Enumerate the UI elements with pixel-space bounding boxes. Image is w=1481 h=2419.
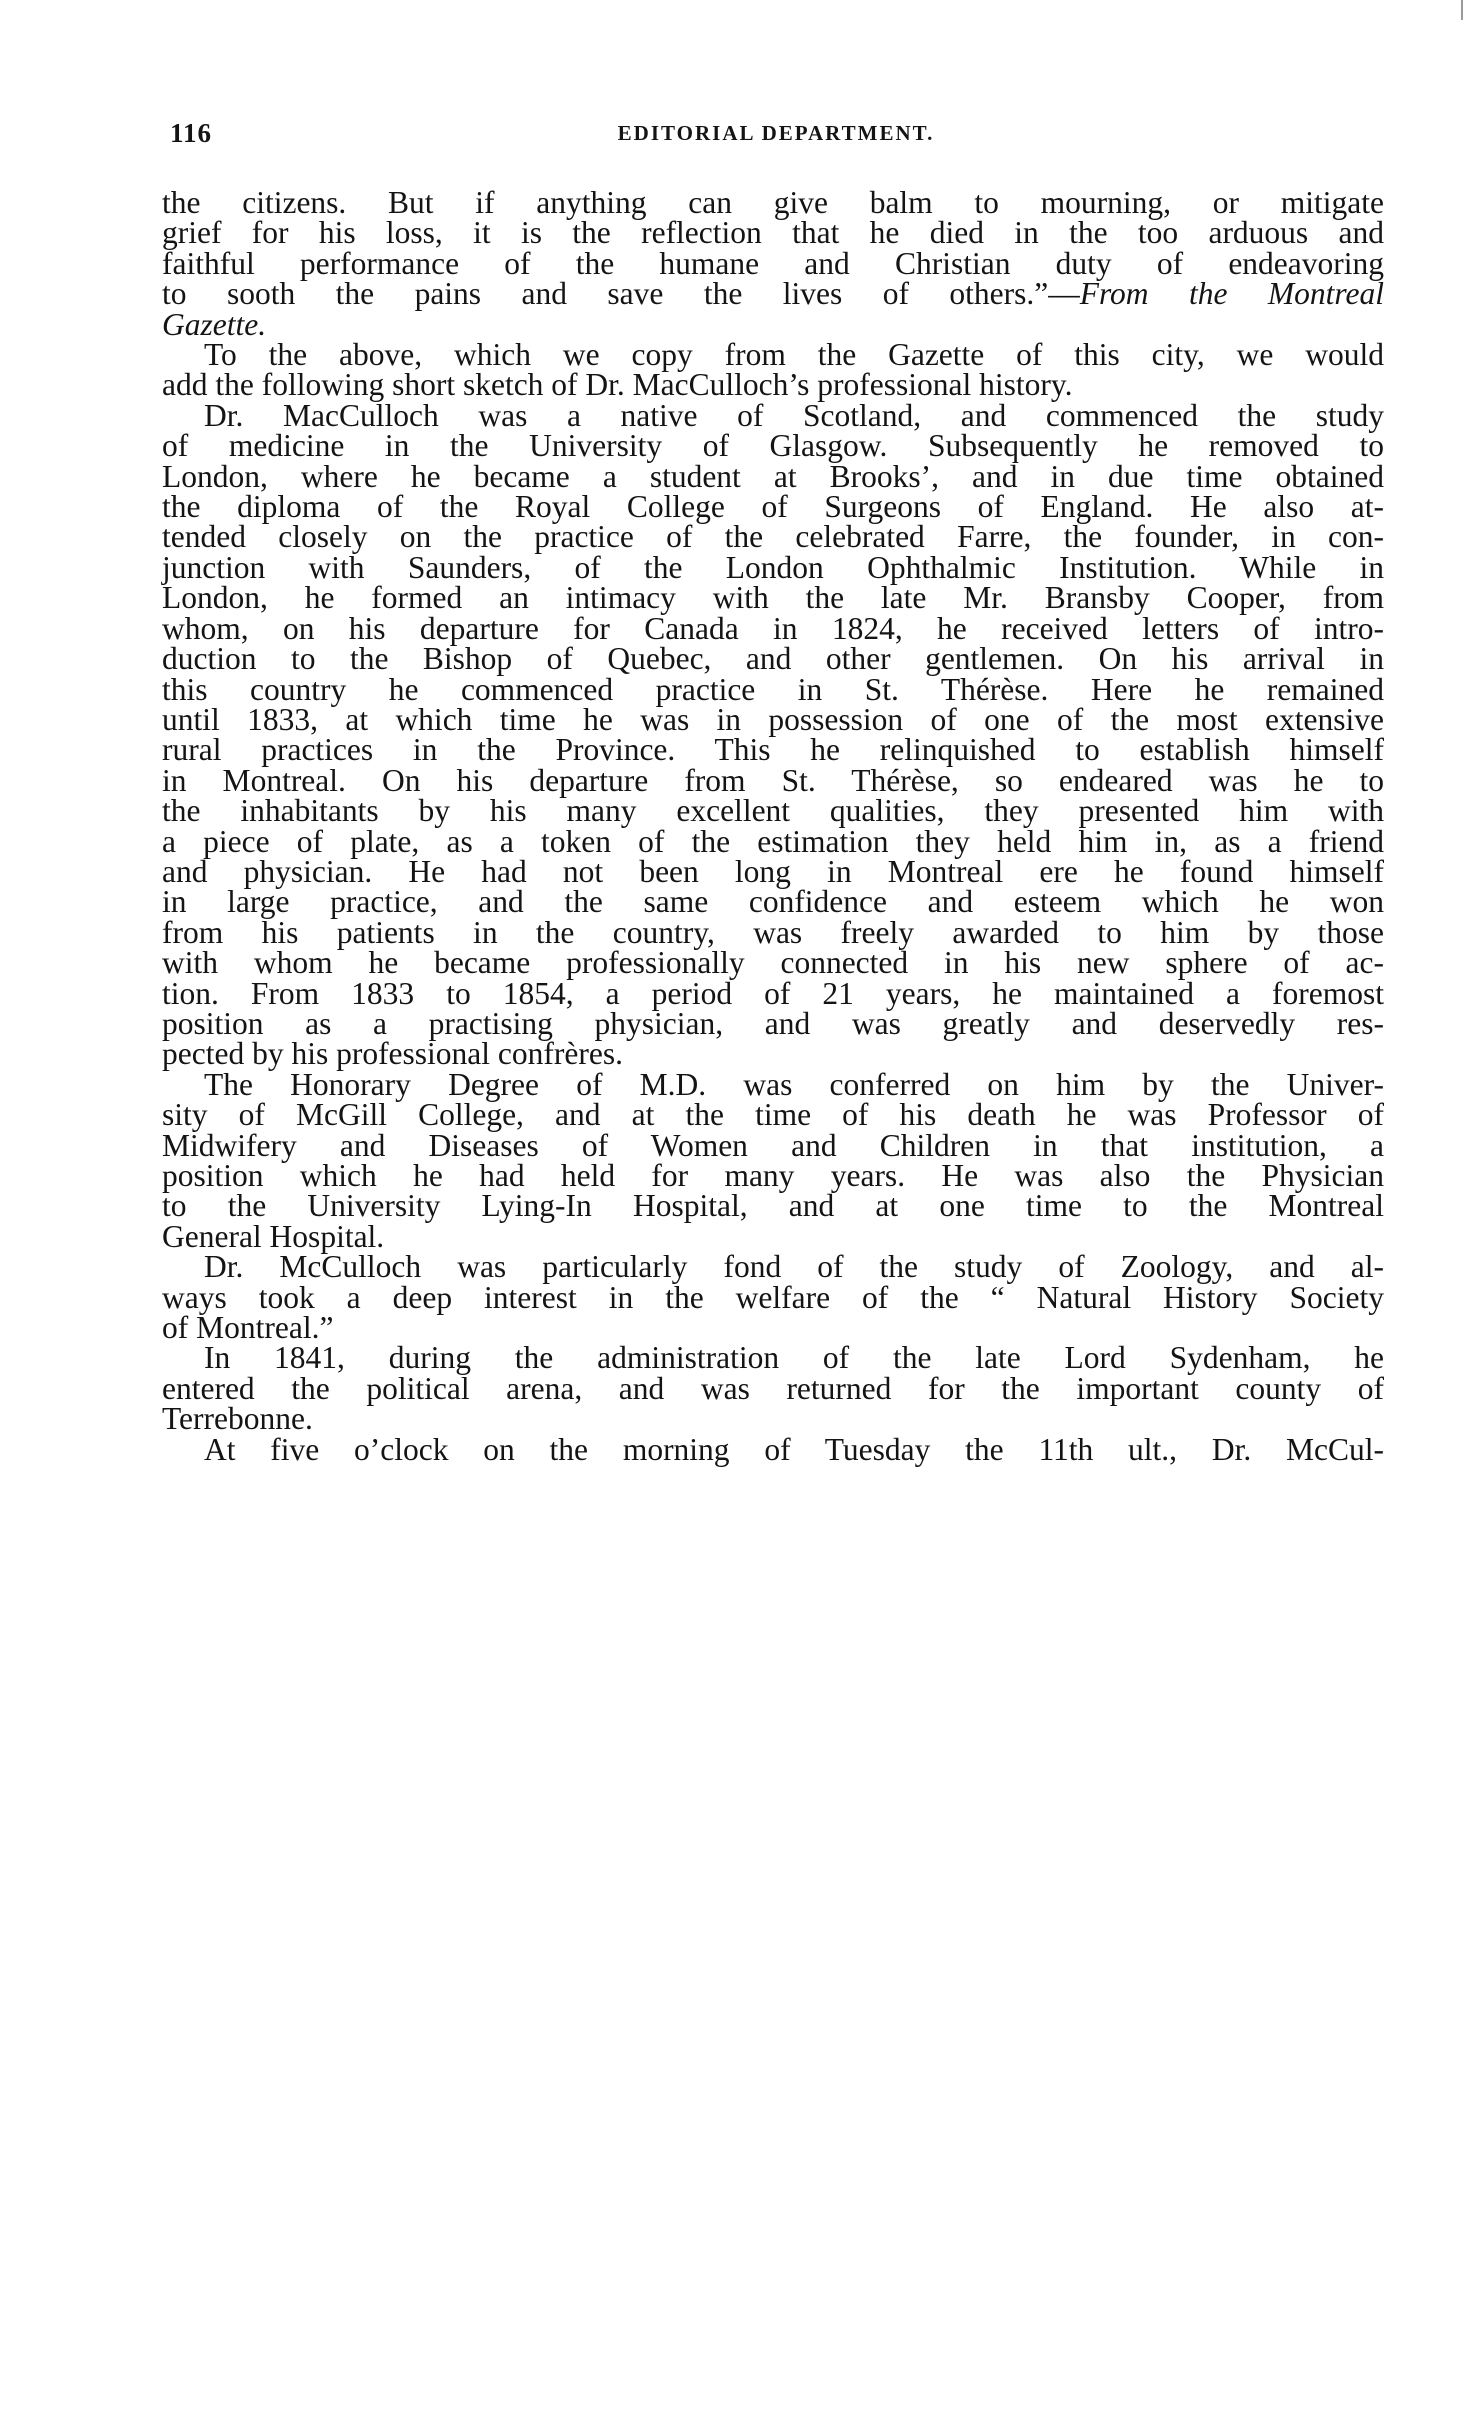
text-line: tended closely on the practice of the celebrated Farre, the founder, in con-: [162, 519, 1384, 555]
text-line: grief for his loss, it is the reflection that he died in the too arduous and: [162, 215, 1384, 251]
source-citation: From the Montreal: [1079, 276, 1384, 312]
text-line: To the above, which we copy from the Gazette of this city, we would: [204, 337, 1384, 373]
text-line: London, where he became a student at Brooks’, and in due time obtained: [162, 458, 1384, 494]
text-line: Terrebonne.: [162, 1401, 313, 1437]
text-line: position which he had held for many years. He was also the Physician: [162, 1158, 1384, 1193]
paragraph-politics: [162, 1340, 1384, 1437]
text-line: London, he formed an intimacy with the late Mr. Bransby Cooper, from: [162, 580, 1384, 616]
text-line: rural practices in the Province. This he relinquished to establish himself: [162, 732, 1384, 768]
text-line: At five o’clock on the morning of Tuesday the 11th ult., Dr. McCul-: [204, 1431, 1384, 1467]
running-title: EDITORIAL DEPARTMENT.: [617, 121, 935, 145]
text-line: of Montreal.”: [162, 1310, 334, 1346]
text-line: entered the political arena, and was returned for the important county of: [162, 1370, 1384, 1406]
text-line: until 1833, at which time he was in possession of one of the most extensive: [162, 701, 1384, 737]
text-line: to the University Lying-In Hospital, and at one time to the Montreal: [162, 1188, 1384, 1224]
text-line: the citizens. But if anything can give balm to mourning, or mitigate: [162, 185, 1384, 220]
page-header: [170, 118, 1382, 158]
text-line: The Honorary Degree of M.D. was conferred on him by the Univer-: [204, 1066, 1384, 1102]
text-segment: to sooth the pains and save the lives of others.”—: [162, 276, 1080, 312]
text-line: this country he commenced practice in St. Thérèse. Here he remained: [162, 671, 1384, 707]
paragraph-death: [162, 1431, 1384, 1467]
text-line: the diploma of the Royal College of Surgeons of England. He also at-: [162, 489, 1384, 525]
text-line: faithful performance of the humane and Christian duty of endeavoring: [162, 245, 1384, 281]
text-line: with whom he became professionally connected in his new sphere of ac-: [162, 945, 1384, 981]
text-line: in large practice, and the same confidence and esteem which he won: [162, 884, 1384, 920]
text-line: [162, 306, 1384, 342]
text-line: In 1841, during the administration of the late Lord Sydenham, he: [204, 1340, 1384, 1376]
text-line: tion. From 1833 to 1854, a period of 21 years, he maintained a foremost: [162, 975, 1384, 1011]
text-line: add the following short sketch of Dr. MacCulloch’s professional history.: [162, 367, 1073, 403]
text-line: General Hospital.: [162, 1218, 385, 1254]
text-line: junction with Saunders, of the London Ophthalmic Institution. While in: [162, 549, 1384, 585]
paragraph-gazette-quote: [162, 185, 1384, 342]
page-number: 116: [170, 118, 213, 148]
text-line: pected by his professional confrères.: [162, 1036, 623, 1072]
text-line: Dr. McCulloch was particularly fond of the study of Zoology, and al-: [204, 1249, 1384, 1285]
text-line: of medicine in the University of Glasgow. Subsequently he removed to: [162, 428, 1384, 464]
text-line: Midwifery and Diseases of Women and Children in that institution, a: [162, 1127, 1384, 1163]
article-body: [162, 185, 1384, 1467]
text-line: duction to the Bishop of Quebec, and other gentlemen. On his arrival in: [162, 641, 1384, 677]
text-line: a piece of plate, as a token of the estimation they held him in, as a friend: [162, 823, 1384, 859]
text-line: in Montreal. On his departure from St. Thérèse, so endeared was he to: [162, 762, 1384, 798]
paragraph-degree: [162, 1066, 1384, 1254]
paragraph-zoology: [162, 1249, 1384, 1346]
text-line: ways took a deep interest in the welfare of the “ Natural History Society: [162, 1279, 1384, 1315]
text-line: whom, on his departure for Canada in 1824, he received letters of intro-: [162, 610, 1384, 646]
text-line: from his patients in the country, was freely awarded to him by those: [162, 914, 1384, 950]
edge-mark: [1461, 0, 1463, 20]
text-line: position as a practising physician, and was greatly and deservedly res-: [162, 1005, 1384, 1041]
paragraph-biography: [162, 397, 1384, 1072]
text-line: sity of McGill College, and at the time of his death he was Professor of: [162, 1097, 1384, 1133]
text-line: and physician. He had not been long in Montreal ere he found himself: [162, 853, 1384, 889]
paragraph-intro: [162, 337, 1384, 403]
source-citation-end: Gazette.: [162, 306, 267, 342]
text-line: Dr. MacCulloch was a native of Scotland, and commenced the study: [204, 397, 1384, 433]
text-line: the inhabitants by his many excellent qualities, they presented him with: [162, 793, 1384, 829]
text-line: [162, 276, 1384, 312]
